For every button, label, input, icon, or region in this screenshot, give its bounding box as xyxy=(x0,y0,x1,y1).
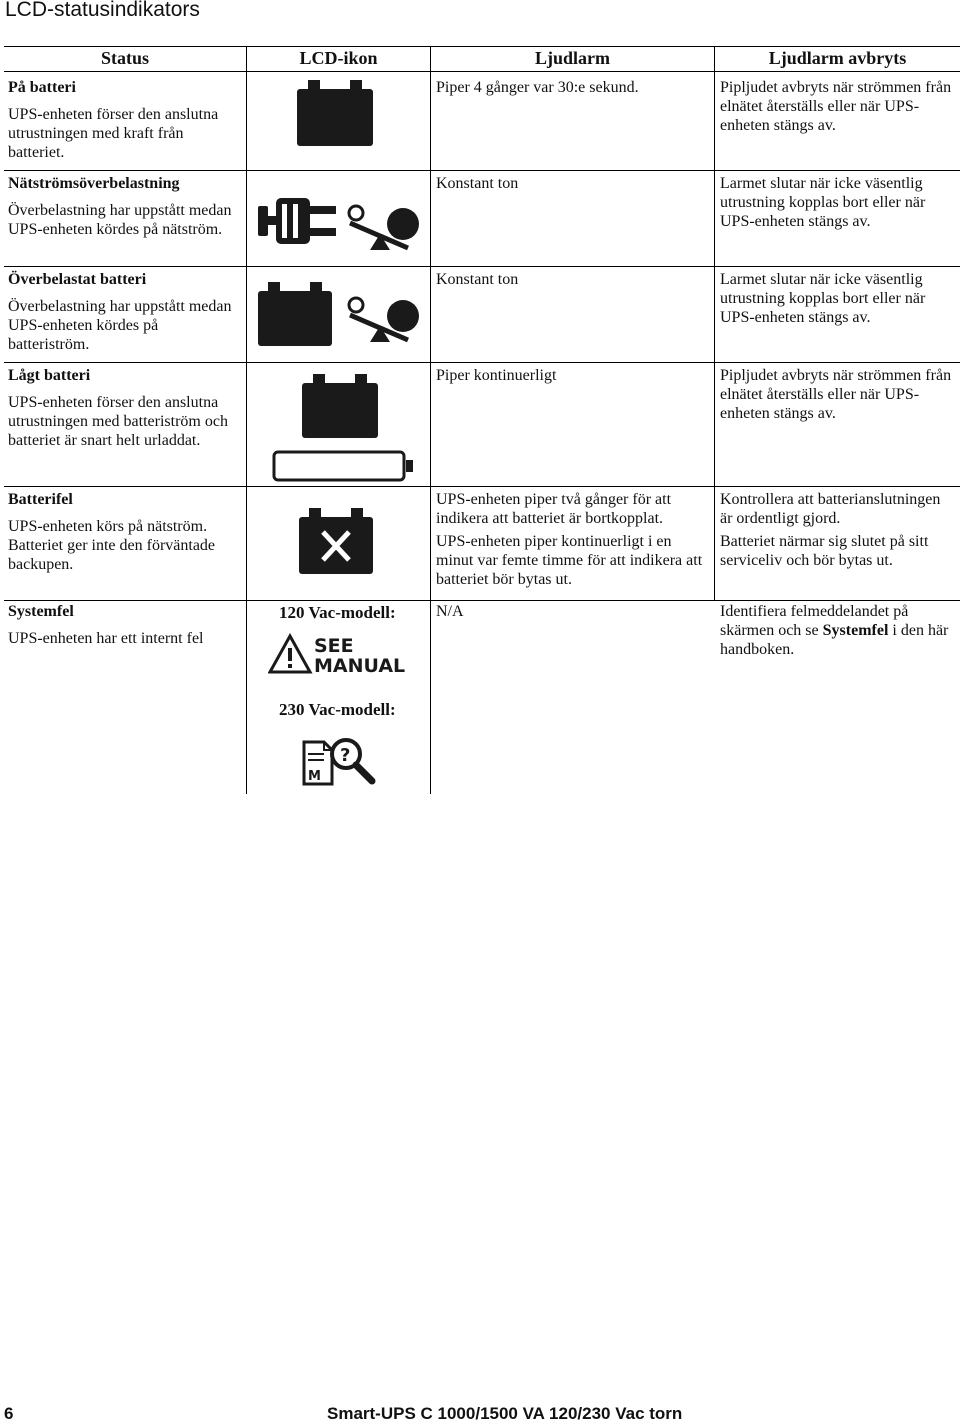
overload-seesaw-icon xyxy=(346,202,422,252)
status-name: Överbelastat batteri xyxy=(8,271,147,288)
table-row xyxy=(8,602,242,648)
see-text: SEE xyxy=(314,635,354,657)
status-name: Systemfel xyxy=(8,603,74,620)
status-description: UPS-enheten förser den anslutna utrustningen med batteriström och batteriet är snart helt urladdat. xyxy=(8,394,228,449)
page-number: 6 xyxy=(4,1404,14,1423)
status-description: UPS-enheten körs på nätström. Batteriet ger inte den förväntade backupen. xyxy=(8,518,216,573)
alarm-text: Piper kontinuerligt xyxy=(436,367,557,384)
table-row xyxy=(8,490,242,574)
alarm-text: Konstant ton xyxy=(436,175,519,192)
battery-icon xyxy=(258,282,332,346)
status-name: Batterifel xyxy=(8,491,73,508)
systemfel-reference: Systemfel xyxy=(822,622,889,639)
cancel-text-2: Batteriet närmar sig slutet på sitt serviceliv och bör bytas ut. xyxy=(720,533,929,569)
alarm-text-2: UPS-enheten piper kontinuerligt i en minut var femte timme för att indikera att batteriet bör bytas ut. xyxy=(436,533,703,588)
cancel-text-pre: Identifiera felmeddelandet på skärmen och se xyxy=(720,603,909,639)
cancel-text: Pipljudet avbryts när strömmen från elnätet återställs eller när UPS-enheten stängs av. xyxy=(720,367,952,422)
header-icon: LCD-ikon xyxy=(299,48,378,68)
header-rule xyxy=(4,71,960,72)
header-alarm: Ljudlarm xyxy=(534,48,610,68)
status-name: Lågt batteri xyxy=(8,367,91,384)
alarm-text-1: UPS-enheten piper två gånger för att indikera att batteriet är bortkopplat. xyxy=(436,491,672,527)
table-top-rule xyxy=(4,46,960,47)
row-divider xyxy=(4,486,960,487)
row-divider xyxy=(4,600,960,601)
model-230-label: 230 Vac-modell: xyxy=(279,700,396,719)
alarm-text xyxy=(436,490,708,589)
battery-icon xyxy=(302,374,378,438)
manual-search-icon xyxy=(302,736,378,788)
cancel-text: Pipljudet avbryts när strömmen från elnätet återställs eller när UPS-enheten stängs av. xyxy=(720,79,952,134)
cancel-text xyxy=(720,602,956,659)
table-header xyxy=(0,48,960,70)
battery-icon xyxy=(297,80,373,146)
row-divider xyxy=(4,362,960,363)
manual-text: MANUAL xyxy=(314,655,406,676)
row-divider xyxy=(4,170,960,171)
status-description: UPS-enheten förser den anslutna utrustningen med kraft från batteriet. xyxy=(8,106,219,161)
model-120-label: 120 Vac-modell: xyxy=(279,603,396,622)
table-row xyxy=(8,270,242,354)
status-name: Nätströmsöverbelastning xyxy=(8,175,180,192)
cancel-text-post: i den här handboken. xyxy=(720,622,949,658)
status-description: UPS-enheten har ett internt fel xyxy=(8,630,204,647)
battery-fault-icon xyxy=(299,508,373,574)
plug-icon xyxy=(258,190,338,250)
cancel-text xyxy=(720,490,956,570)
table-row xyxy=(8,366,242,450)
document-title: Smart-UPS C 1000/1500 VA 120/230 Vac torn xyxy=(327,1404,683,1423)
overload-seesaw-icon xyxy=(346,294,422,344)
cancel-text: Larmet slutar när icke väsentlig utrustning kopplas bort eller när UPS-enheten stängs av. xyxy=(720,175,926,230)
header-cancel: Ljudlarm avbryts xyxy=(768,48,907,68)
column-divider xyxy=(430,47,431,794)
column-divider xyxy=(246,47,247,794)
status-description: Överbelastning har uppstått medan UPS-enheten kördes på nätström. xyxy=(8,202,232,238)
header-status: Status xyxy=(100,48,149,68)
table-row xyxy=(8,174,242,239)
battery-level-empty-icon xyxy=(272,450,416,482)
alarm-text: N/A xyxy=(436,603,464,620)
alarm-text: Piper 4 gånger var 30:e sekund. xyxy=(436,79,639,96)
row-divider xyxy=(4,266,960,267)
cancel-text-1: Kontrollera att batterianslutningen är ordentligt gjord. xyxy=(720,491,941,527)
table-row xyxy=(8,78,242,162)
page-title: LCD-statusindikators xyxy=(5,0,200,21)
column-divider xyxy=(714,47,715,600)
warning-icon xyxy=(268,632,408,676)
cancel-text: Larmet slutar när icke väsentlig utrustning kopplas bort eller när UPS-enheten stängs av. xyxy=(720,271,926,326)
alarm-text: Konstant ton xyxy=(436,271,519,288)
svg-text:?: ? xyxy=(340,745,351,766)
status-name: På batteri xyxy=(8,79,76,96)
svg-text:M: M xyxy=(308,769,321,784)
status-description: Överbelastning har uppstått medan UPS-enheten kördes på batteriström. xyxy=(8,298,232,353)
